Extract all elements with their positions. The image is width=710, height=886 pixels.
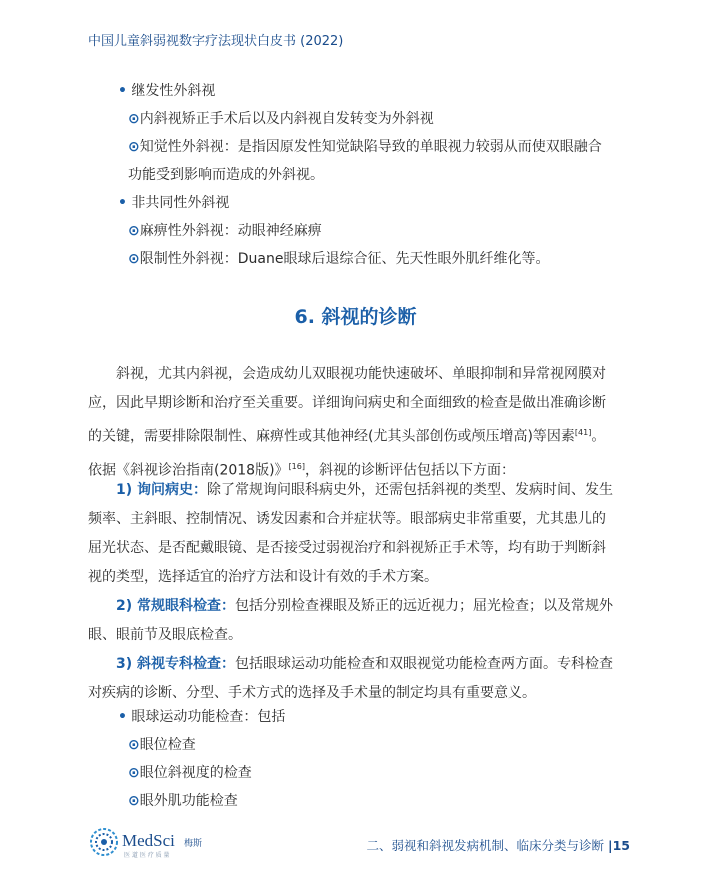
bullet-item: • 非共同性外斜视 (118, 195, 230, 211)
paragraph-routine-exam: 2) 常规眼科检查：包括分别检查裸眼及矫正的远近视力；屈光检查；以及常规外 眼、眼前节及眼底检查。 (88, 598, 614, 643)
paragraph-intro: 斜视，尤其内斜视，会造成幼儿双眼视功能快速破坏、单眼抑制和异常视网膜对 应，因此早期诊断和治疗至关重要。详细询问病史和全面细致的检查是做出准确诊断 的关键，需要排除限制性、麻痹性或其他神经(尤其头部创伤或颅压增高)等因素[41]。 依据《斜视诊治指南(2018版)》[16]，斜视的诊断评估包括以下方面： (88, 366, 606, 479)
logo-subtitle: 医 道 医 疗 质 量 (124, 852, 170, 859)
logo-cn: 梅斯 (184, 839, 203, 849)
paragraph-special-exam: 3) 斜视专科检查：包括眼球运动功能检查和双眼视觉功能检查两方面。专科检查 对疾病的诊断、分型、手术方式的选择及手术量的制定均具有重要意义。 (88, 656, 614, 701)
citation: [16] (288, 461, 305, 471)
sub-item-continuation: 功能受到影响而造成的外斜视。 (128, 167, 324, 183)
sub-item: ⊙麻痹性外斜视：动眼神经麻痹 (128, 223, 322, 239)
citation: [41] (574, 428, 592, 437)
logo-mark-icon (88, 824, 228, 866)
logo-text: MedSci (122, 831, 175, 850)
sub-item: ⊙知觉性外斜视：是指因原发性知觉缺陷导致的单眼视力较弱从而使双眼融合 (128, 139, 602, 155)
sub-item: ⊙限制性外斜视：Duane眼球后退综合征、先天性眼外肌纤维化等。 (128, 251, 550, 267)
sub-item: ⊙眼位检查 (128, 737, 196, 753)
sub-item: ⊙眼位斜视度的检查 (128, 765, 252, 781)
sub-item: ⊙内斜视矫正手术后以及内斜视自发转变为外斜视 (128, 111, 434, 127)
bullet-item: • 眼球运动功能检查：包括 (118, 709, 286, 725)
medsci-logo (88, 824, 228, 866)
running-header: 中国儿童斜弱视数字疗法现状白皮书 (2022) (88, 34, 344, 49)
section-title: 6. 斜视的诊断 (294, 306, 417, 328)
bullet-item: • 继发性外斜视 (118, 83, 216, 99)
page-number: 15 (612, 838, 630, 853)
paragraph-history: 1) 询问病史：除了常规询问眼科病史外，还需包括斜视的类型、发病时间、发生 频率、主斜眼、控制情况、诱发因素和合并症状等。眼部病史非常重要，尤其患儿的 屈光状态、是否配戴眼镜、是否接受过弱视治疗和斜视矫正手术等，均有助于判断斜 视的类型，选择适宜的治疗方法和设计有效的手术方案。 (88, 482, 614, 585)
sub-item: ⊙眼外肌功能检查 (128, 793, 238, 809)
footer-chapter: 二、弱视和斜视发病机制、临床分类与诊断 |15 (366, 838, 630, 853)
